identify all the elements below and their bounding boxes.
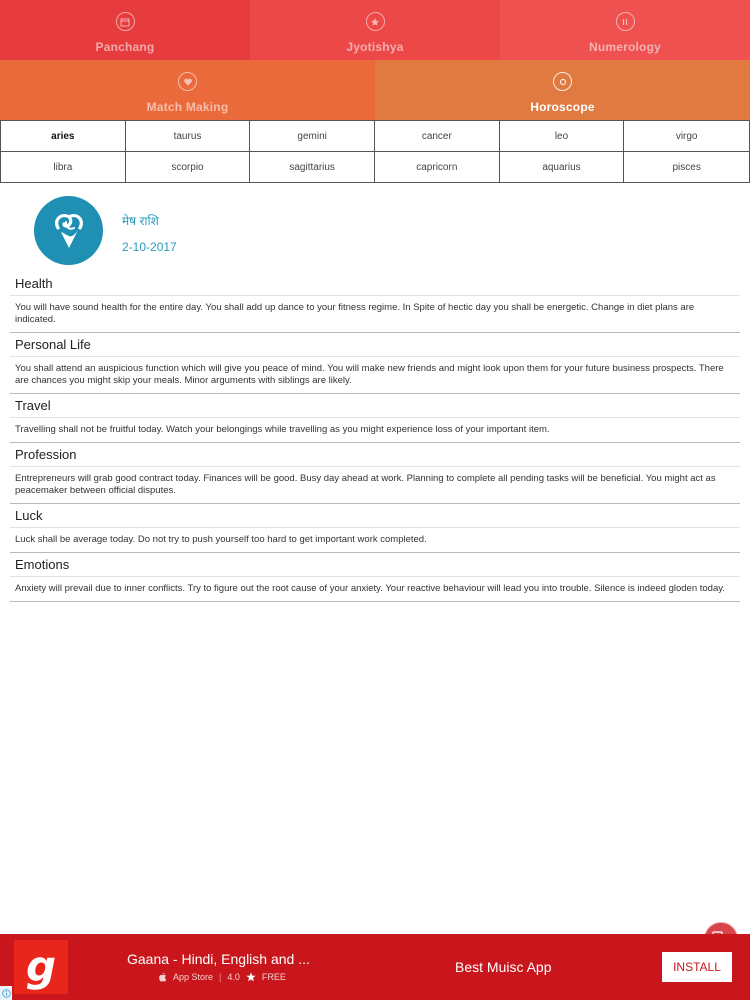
tab-label: Match Making	[146, 100, 229, 114]
sign-name: मेष राशि	[122, 214, 159, 228]
tab-horoscope[interactable]	[375, 60, 750, 120]
section-personal-life	[10, 333, 740, 394]
rating-star-icon	[246, 972, 256, 982]
section-title: Health	[10, 272, 740, 296]
zodiac-sagittarius[interactable]: sagittarius	[250, 152, 375, 183]
ad-rating: 4.0	[227, 972, 240, 982]
apple-icon	[158, 972, 167, 982]
horoscope-sections	[10, 272, 740, 602]
zodiac-virgo[interactable]: virgo	[624, 121, 749, 152]
section-profession	[10, 443, 740, 504]
calendar-icon	[116, 12, 135, 31]
section-health	[10, 272, 740, 333]
circle-dot-icon	[553, 72, 572, 91]
zodiac-aquarius[interactable]: aquarius	[500, 152, 625, 183]
section-travel	[10, 394, 740, 443]
zodiac-libra[interactable]: libra	[1, 152, 126, 183]
zodiac-gemini[interactable]: gemini	[250, 121, 375, 152]
section-luck	[10, 504, 740, 553]
zodiac-taurus[interactable]: taurus	[126, 121, 251, 152]
tab-label: Numerology	[588, 40, 661, 54]
ad-meta	[158, 972, 286, 982]
section-body: Entrepreneurs will grab good contract today. Finances will be good. Busy day ahead at work. Planning to complete all pending tasks will be beneficial. You might act as peacemaker between official disputes.	[15, 473, 716, 496]
zodiac-pisces[interactable]: pisces	[672, 162, 701, 173]
zodiac-aries[interactable]: aries	[1, 121, 126, 152]
ad-store: App Store	[173, 972, 214, 982]
tab-panchang[interactable]	[0, 0, 250, 60]
zodiac-capricorn[interactable]: capricorn	[375, 152, 500, 183]
tab-label: Panchang	[95, 40, 155, 54]
heart-icon	[178, 72, 197, 91]
star-icon	[366, 12, 385, 31]
section-title: Profession	[10, 443, 740, 467]
tab-label: Horoscope	[530, 100, 595, 114]
sign-date: 2-10-2017	[122, 240, 177, 254]
zodiac-grid	[0, 120, 750, 183]
ad-tagline: Best Muisc App	[455, 959, 552, 975]
aries-ram-icon	[34, 196, 103, 265]
ad-price: FREE	[261, 972, 286, 982]
section-body: You will have sound health for the entire day. You shall add up dance to your fitness regime. In Spite of hectic day you shall be energetic. Change in diet plans are indicated.	[15, 302, 695, 325]
section-title: Travel	[10, 394, 740, 418]
gaana-logo[interactable]	[14, 940, 68, 994]
sign-header	[34, 196, 734, 266]
ad-info-icon[interactable]	[0, 986, 12, 1000]
section-body: Travelling shall not be fruitful today. Watch your belongings while travelling as you might experience loss of your important item.	[15, 424, 550, 435]
logo-letter: g	[25, 942, 57, 991]
numbers-icon	[616, 12, 635, 31]
zodiac-cancer[interactable]: cancer	[375, 121, 500, 152]
section-emotions	[10, 553, 740, 602]
install-button[interactable]: INSTALL	[662, 952, 732, 982]
tab-numerology[interactable]	[500, 0, 750, 60]
section-title: Luck	[10, 504, 740, 528]
section-title: Emotions	[10, 553, 740, 577]
section-body: Luck shall be average today. Do not try to push yourself too hard to get important work completed.	[15, 534, 427, 545]
tab-jyotishya[interactable]	[250, 0, 500, 60]
ad-banner[interactable]	[0, 934, 750, 1000]
secondary-tab-bar	[0, 60, 750, 120]
section-body: You shall attend an auspicious function which will give you peace of mind. You will make new friends and might look upon them for your future business prospects. There are chances you might skip your meals. Minor arguments with siblings are likely.	[15, 363, 724, 386]
zodiac-scorpio[interactable]: scorpio	[126, 152, 251, 183]
main-tab-bar	[0, 0, 750, 60]
section-title: Personal Life	[10, 333, 740, 357]
tab-label: Jyotishya	[346, 40, 404, 54]
divider: |	[219, 972, 222, 982]
zodiac-leo[interactable]: leo	[500, 121, 625, 152]
ad-title[interactable]: Gaana - Hindi, English and ...	[127, 951, 310, 967]
tab-match-making[interactable]	[0, 60, 375, 120]
section-body: Anxiety will prevail due to inner conflicts. Try to figure out the root cause of your anxiety. Your reactive behaviour will lead you into trouble. Silence is indeed gloden today.	[15, 583, 725, 594]
